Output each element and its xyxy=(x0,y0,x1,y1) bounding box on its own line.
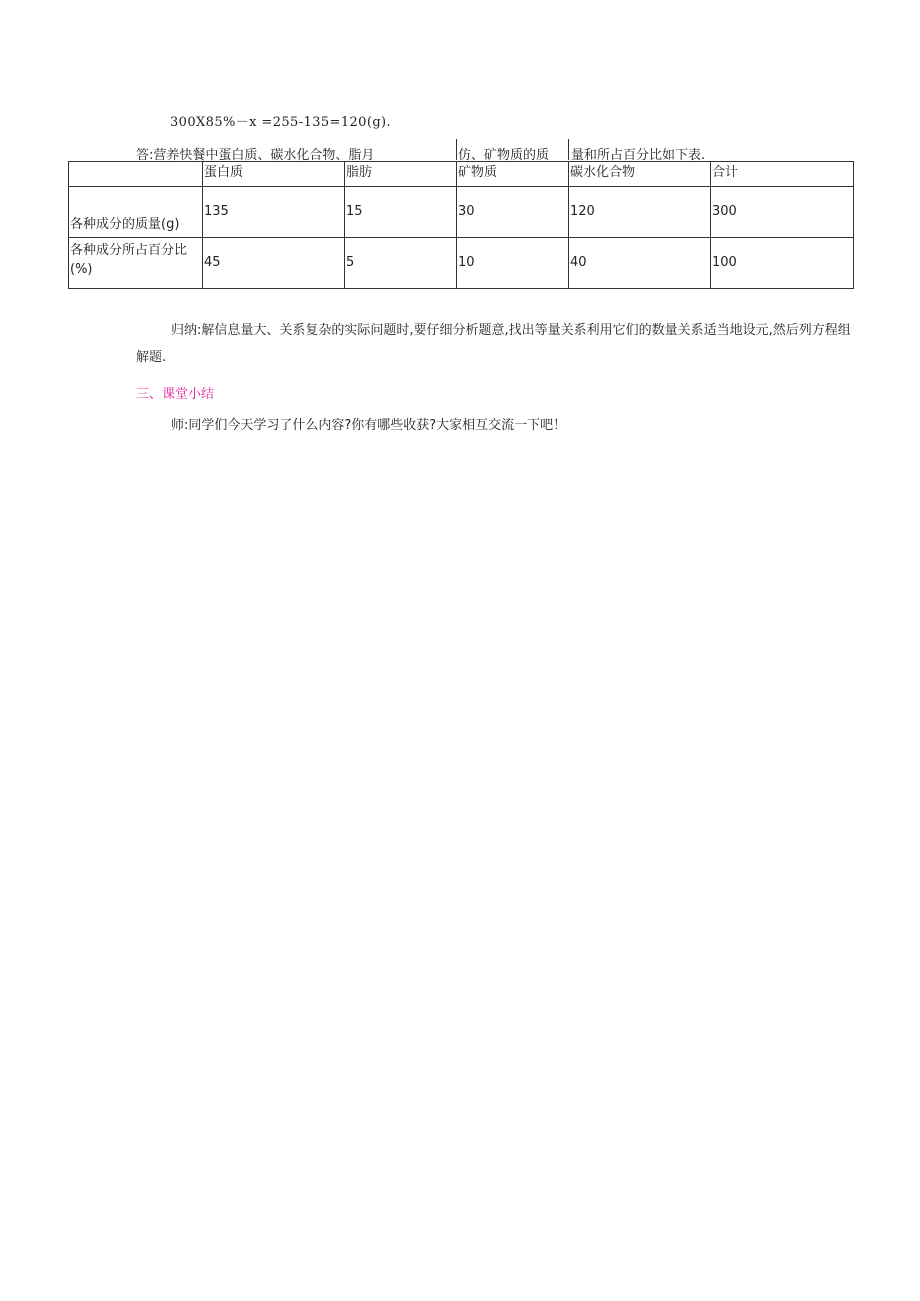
answer-part-3: 量和所占百分比如下表. xyxy=(571,148,706,163)
answer-part-1: 答:营养快餐中蛋白质、碳水化合物、脂月 xyxy=(136,148,375,163)
table-cell: 10 xyxy=(457,238,569,289)
answer-part-2: 仿、矿物质的质 xyxy=(458,148,550,163)
table-cell: 45 xyxy=(203,238,345,289)
nutrition-table xyxy=(68,161,854,289)
table-header-cell: 碳水化合物 xyxy=(569,162,711,187)
table-cell: 30 xyxy=(457,187,569,238)
table-cell: 100 xyxy=(711,238,854,289)
table-cell: 120 xyxy=(569,187,711,238)
table-cell: 5 xyxy=(345,238,457,289)
table-header-cell: 矿物质 xyxy=(457,162,569,187)
row-label: 各种成分的质量(g) xyxy=(69,187,203,238)
table-cell: 40 xyxy=(569,238,711,289)
table-cell: 15 xyxy=(345,187,457,238)
table-header-cell: 合计 xyxy=(711,162,854,187)
answer-divider xyxy=(568,139,569,160)
answer-divider xyxy=(456,139,457,160)
table-cell: 300 xyxy=(711,187,854,238)
table-header-cell: 脂肪 xyxy=(345,162,457,187)
table-row xyxy=(69,187,854,238)
summary-paragraph: 归纳:解信息量大、关系复杂的实际问题时,要仔细分析题意,找出等量关系利用它们的数量关系适当地设元,然后列方程组解题. xyxy=(136,323,851,365)
table-header-cell xyxy=(69,162,203,187)
table-header-row xyxy=(69,162,854,187)
teacher-line: 师:同学们今天学习了什么内容?你有哪些收获?大家相互交流一下吧！ xyxy=(171,418,567,433)
equation-line: 300X85%－x =255-135=120(g). xyxy=(170,115,392,130)
section-title: 三、课堂小结 xyxy=(136,387,215,402)
table-header-cell: 蛋白质 xyxy=(203,162,345,187)
table-cell: 135 xyxy=(203,187,345,238)
row-label: 各种成分所占百分比(%) xyxy=(69,238,203,289)
table-row xyxy=(69,238,854,289)
